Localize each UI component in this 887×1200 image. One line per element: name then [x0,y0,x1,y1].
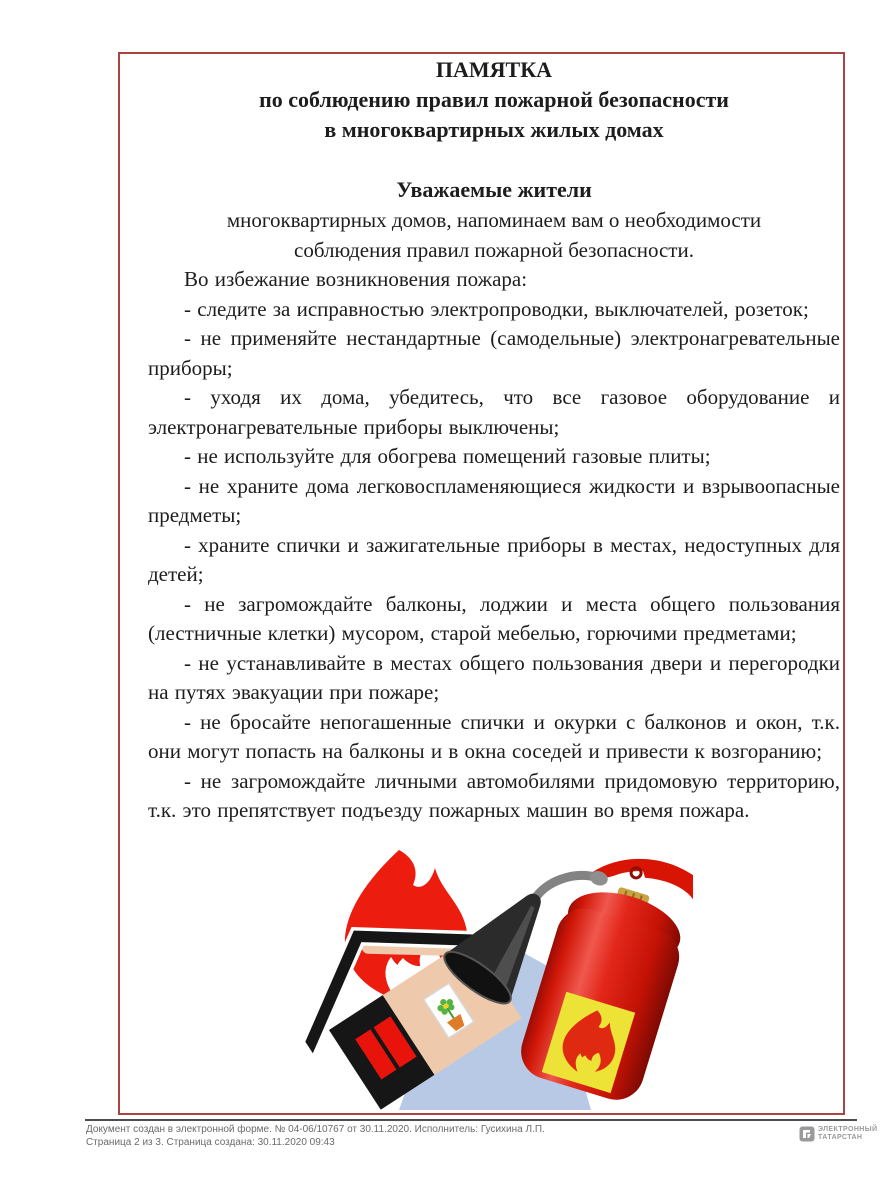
title-block [148,55,840,145]
memo-title: ПАМЯТКА [435,57,553,82]
logo-text-line-2: ТАТАРСТАН [818,1134,863,1141]
memo-content [148,55,840,826]
rule-item: - не загромождайте балконы, лоджии и места общего пользования (лестничные клетки) мусором, старой мебелью, горючими предметами; [148,591,840,645]
rule-item: - не храните дома легковоспламеняющиеся жидкости и взрывоопасные предметы; [148,473,840,527]
footer [86,1124,545,1149]
rule-item: - не загромождайте личными автомобилями придомовую территорию, т.к. это препятствует подъезду пожарных машин во время пожара. [148,768,840,822]
greeting-title: Уважаемые жители [396,177,592,202]
rule-item: - храните спички и зажигательные приборы в местах, недоступных для детей; [148,532,840,586]
pin-ring-icon [630,867,642,879]
footer-doc-info: Документ создан в электронной форме. № 04-06/10767 от 30.11.2020. Исполнитель: Гусихина Л.П. [86,1124,545,1135]
electronic-tatarstan-logo [799,1126,877,1142]
rule-item: - не используйте для обогрева помещений газовые плиты; [184,444,711,468]
logo-text [818,1126,877,1142]
footer-page-info: Страница 2 из 3. Страница создана: 30.11.2020 09:43 [86,1136,335,1148]
footer-divider [85,1119,857,1121]
memo-subtitle-2: в многоквартирных жилых домах [324,117,664,142]
rule-item: - следите за исправностью электропроводки, выключателей, розеток; [184,296,809,321]
rules-list [148,295,840,826]
fire-safety-illustration [293,842,693,1110]
greeting-line-1: многоквартирных домов, напоминаем вам о необходимости [226,208,762,232]
intro-line: Во избежание возникновения пожара: [184,267,528,291]
logo-text-line-1: ЭЛЕКТРОННЫЙ [818,1126,878,1133]
memo-subtitle-1: по соблюдению правил пожарной безопасности [259,87,729,112]
greeting-line-2: соблюдения правил пожарной безопасности. [294,238,694,262]
rule-item: - уходя их дома, убедитесь, что все газовое оборудование и электронагревательные приборы выключены; [148,385,840,439]
electronic-tatarstan-icon [799,1126,815,1142]
rule-item: - не бросайте непогашенные спички и окурки с балконов и окон, т.к. они могут попасть на балконы и в окна соседей и привести к возгоранию; [148,709,840,763]
rule-item: - не применяйте нестандартные (самодельные) электронагревательные приборы; [148,326,840,380]
rule-item: - не устанавливайте в местах общего пользования двери и перегородки на путях эвакуации при пожаре; [148,650,840,704]
greeting-block [148,175,840,265]
